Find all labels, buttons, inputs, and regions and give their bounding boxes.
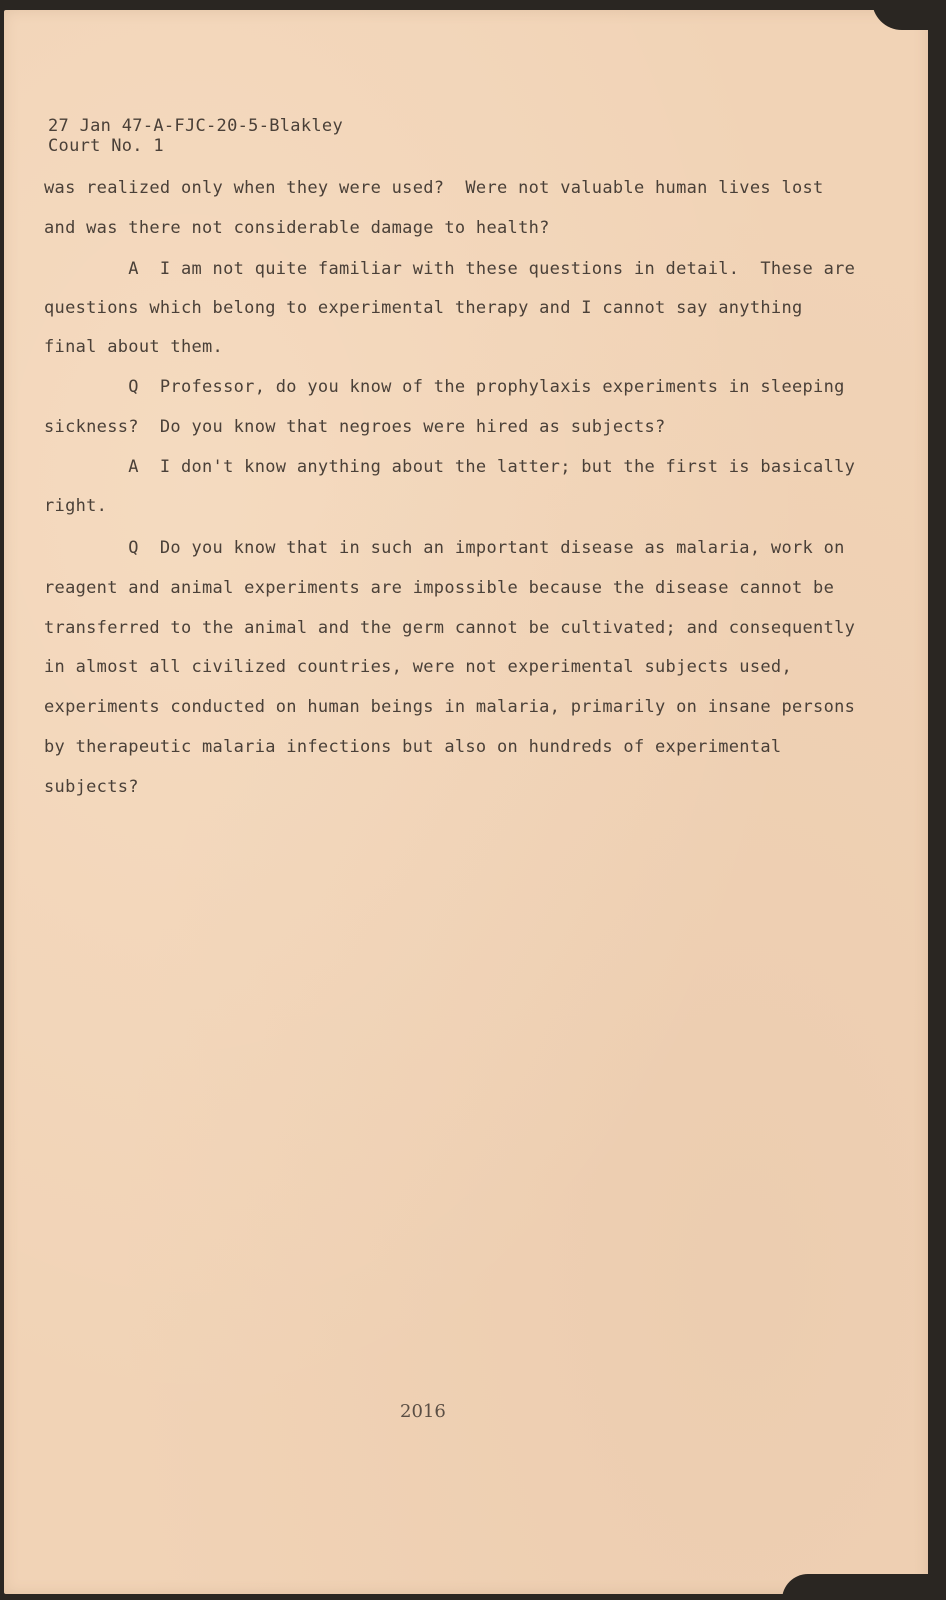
body-line: in almost all civilized countries, were not experimental subjects used, <box>44 657 792 677</box>
body-line: Q Professor, do you know of the prophylaxis experiments in sleeping <box>44 377 845 397</box>
body-line: reagent and animal experiments are impossible because the disease cannot be <box>44 578 835 598</box>
body-line: questions which belong to experimental therapy and I cannot say anything <box>44 298 803 318</box>
header-line-2: Court No. 1 <box>48 136 164 156</box>
body-line: experiments conducted on human beings in malaria, primarily on insane persons <box>44 697 856 717</box>
body-line: was realized only when they were used? Were not valuable human lives lost <box>44 178 824 198</box>
body-line: subjects? <box>44 777 139 797</box>
body-line: Q Do you know that in such an important disease as malaria, work on <box>44 538 845 558</box>
body-line: A I am not quite familiar with these questions in detail. These are <box>44 259 856 279</box>
body-line: final about them. <box>44 337 224 357</box>
paper-sheet <box>4 10 928 1594</box>
body-line: transferred to the animal and the germ cannot be cultivated; and consequently <box>44 618 856 638</box>
torn-corner-top <box>872 0 932 30</box>
torn-corner-bottom <box>782 1574 932 1600</box>
body-line: A I don't know anything about the latter; but the first is basically <box>44 457 856 477</box>
page-number: 2016 <box>400 1401 446 1422</box>
body-line: sickness? Do you know that negroes were hired as subjects? <box>44 417 666 437</box>
body-line: and was there not considerable damage to health? <box>44 218 550 238</box>
header-line-1: 27 Jan 47-A-FJC-20-5-Blakley <box>48 116 343 136</box>
body-line: right. <box>44 496 108 516</box>
body-line: by therapeutic malaria infections but also on hundreds of experimental <box>44 737 782 757</box>
